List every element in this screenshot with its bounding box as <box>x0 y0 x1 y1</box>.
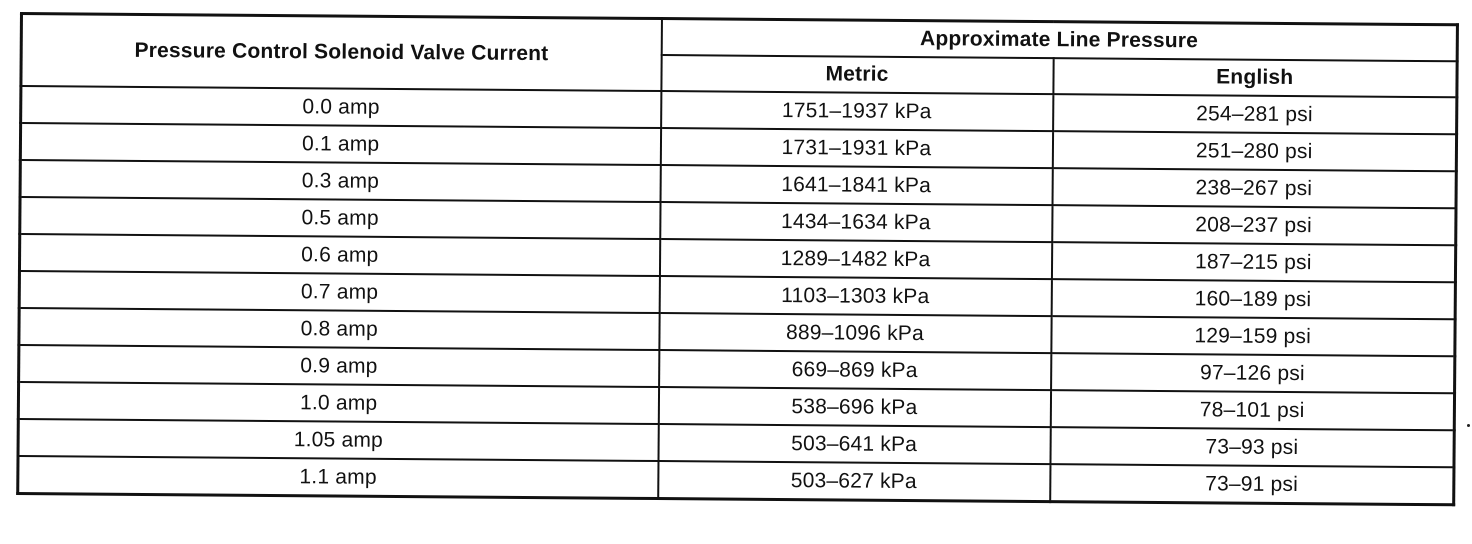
table-body <box>18 86 1457 505</box>
cell-metric: 503–627 kPa <box>658 461 1050 502</box>
cell-english: 254–281 psi <box>1053 94 1457 134</box>
cell-metric: 1434–1634 kPa <box>660 202 1052 242</box>
line-pressure-table <box>16 12 1459 506</box>
cell-english: 208–237 psi <box>1052 205 1456 245</box>
cell-metric: 538–696 kPa <box>658 387 1050 427</box>
cell-current: 1.1 amp <box>18 456 658 499</box>
cell-metric: 1289–1482 kPa <box>659 239 1051 279</box>
cell-metric: 1731–1931 kPa <box>660 128 1052 168</box>
header-row-top <box>21 14 1457 62</box>
table-header <box>21 14 1458 98</box>
cell-metric: 1103–1303 kPa <box>659 276 1051 316</box>
cell-english: 97–126 psi <box>1051 353 1455 393</box>
header-approximate-line-pressure: Approximate Line Pressure <box>661 19 1457 62</box>
cell-english: 78–101 psi <box>1050 390 1454 430</box>
cell-current: 0.7 amp <box>19 271 659 313</box>
cell-current: 0.9 amp <box>19 345 659 387</box>
cell-metric: 1751–1937 kPa <box>661 91 1053 131</box>
cell-metric: 1641–1841 kPa <box>660 165 1052 205</box>
cell-english: 129–159 psi <box>1051 316 1455 356</box>
cell-english: 73–93 psi <box>1050 427 1454 467</box>
cell-english: 238–267 psi <box>1052 168 1456 208</box>
header-current: Pressure Control Solenoid Valve Current <box>21 14 662 92</box>
cell-current: 0.0 amp <box>21 86 661 128</box>
cell-current: 0.3 amp <box>20 160 660 202</box>
cell-metric: 889–1096 kPa <box>659 313 1051 353</box>
cell-current: 1.05 amp <box>18 419 658 461</box>
cell-current: 0.1 amp <box>20 123 660 165</box>
cell-metric: 669–869 kPa <box>659 350 1051 390</box>
scanned-table-page <box>16 12 1456 506</box>
cell-english: 251–280 psi <box>1052 131 1456 171</box>
cell-english: 73–91 psi <box>1050 464 1454 505</box>
cell-current: 0.5 amp <box>20 197 660 239</box>
cell-current: 0.6 amp <box>19 234 659 276</box>
header-english: English <box>1053 58 1457 97</box>
cell-current: 0.8 amp <box>19 308 659 350</box>
cell-english: 160–189 psi <box>1051 279 1455 319</box>
header-metric: Metric <box>661 55 1053 94</box>
cell-metric: 503–641 kPa <box>658 424 1050 464</box>
scan-speck <box>1467 424 1470 427</box>
cell-current: 1.0 amp <box>18 382 658 424</box>
cell-english: 187–215 psi <box>1051 242 1455 282</box>
